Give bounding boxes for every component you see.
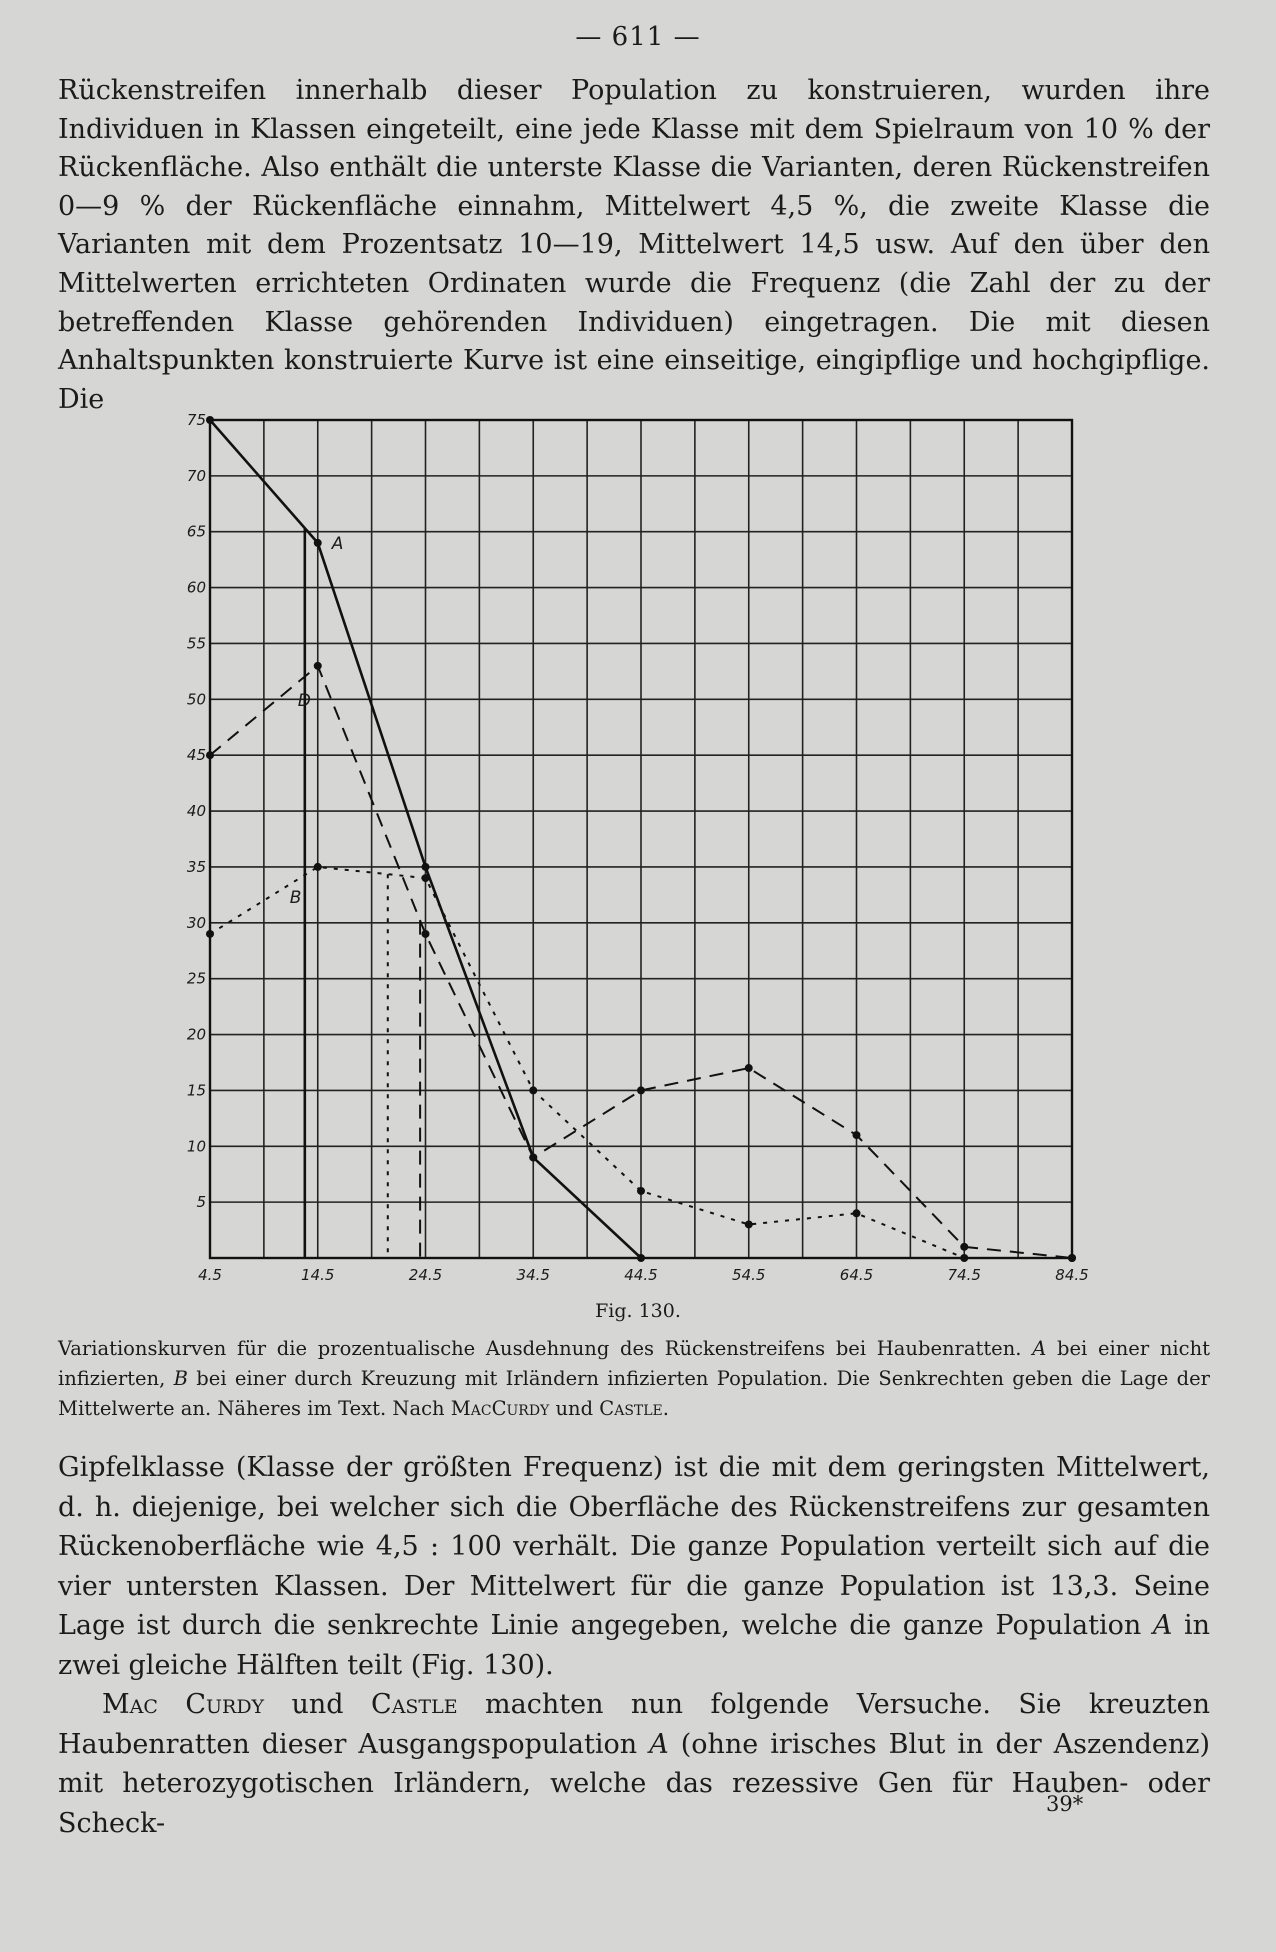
figure-caption [58, 1334, 1210, 1424]
caption-and: und [549, 1397, 600, 1420]
data-point-d [206, 751, 214, 759]
y-tick-label: 65 [186, 522, 206, 541]
data-point-a [206, 416, 214, 424]
paragraph-2-text-1: Gipfelklasse (Klasse der größten Frequenz) ist die mit dem geringsten Mittelwert, d. h. diejenige, bei welcher sich die Oberfläche des Rückenstreifens zur gesamten Rückenoberfläche wie 4,5 : 100 verhält. Die ganze Population verteilt sich auf die vier untersten Klassen. Der Mittelwert für die ganze Population ist 13,3. Seine Lage ist durch die senkrechte Linie angegeben, welche die ganze Population [58, 1452, 1210, 1641]
curve-label-a: A [331, 533, 344, 554]
caption-text-1: Variationskurven für die prozentualische Ausdehnung des Rückenstreifens bei Haubenratten. [58, 1337, 1033, 1360]
data-point-d [637, 1086, 645, 1094]
y-tick-label: 70 [186, 466, 206, 485]
caption-text-2: bei einer nicht infizierten, [58, 1337, 1210, 1390]
data-point-b [206, 930, 214, 938]
caption-text-3: bei einer durch Kreuzung mit Irländern infizierten Population. Die Senkrechten geben die Lage der Mittelwerte an. Näheres im Text. Nach [58, 1367, 1210, 1420]
figure-130 [150, 408, 1110, 1288]
y-tick-label: 25 [186, 969, 206, 988]
y-tick-label: 5 [196, 1193, 206, 1212]
data-point-a [422, 863, 430, 871]
data-point-d [422, 930, 430, 938]
data-point-d [745, 1064, 753, 1072]
x-tick-label: 14.5 [301, 1266, 335, 1284]
data-point-d [529, 1153, 537, 1161]
signature-mark: 39* [1046, 1792, 1084, 1816]
x-tick-label: 4.5 [198, 1266, 222, 1284]
caption-a: A [1032, 1337, 1047, 1360]
paragraph-2-a: A [1152, 1610, 1173, 1641]
y-tick-label: 60 [186, 578, 206, 597]
caption-author-1: MacCurdy [450, 1397, 550, 1420]
paragraph-continued [58, 1448, 1210, 1843]
x-tick-label: 74.5 [947, 1266, 981, 1284]
paragraph-3-text-2: (ohne irisches Blut in der Aszendenz) mit heterozygotischen Irländern, welche das rezessive Gen für Hauben- oder Scheck- [58, 1728, 1210, 1839]
paragraph-3-author-2: Castle [371, 1689, 458, 1720]
y-tick-label: 50 [186, 690, 206, 709]
data-point-b [960, 1254, 968, 1262]
x-tick-label: 64.5 [839, 1266, 874, 1284]
paragraph-3 [58, 1685, 1210, 1843]
paragraph-intro [58, 72, 1210, 419]
y-tick-label: 30 [186, 913, 206, 932]
x-tick-label: 84.5 [1055, 1266, 1089, 1284]
curve-label-d: D [297, 690, 311, 711]
y-tick-label: 35 [186, 857, 206, 876]
data-point-b [853, 1209, 861, 1217]
caption-b: B [173, 1367, 188, 1390]
caption-end: . [662, 1397, 669, 1420]
data-point-d [853, 1131, 861, 1139]
figure-label: Fig. 130. [595, 1300, 681, 1322]
x-tick-label: 54.5 [732, 1266, 766, 1284]
y-tick-label: 40 [186, 802, 206, 821]
curve-label-b: B [289, 887, 302, 908]
x-tick-label: 44.5 [624, 1266, 658, 1284]
data-point-d [960, 1243, 968, 1251]
data-point-b [745, 1220, 753, 1228]
paragraph-1: Rückenstreifen innerhalb dieser Population zu konstruieren, wurden ihre Individuen in Klassen eingeteilt, eine jede Klasse mit dem Spielraum von 10 % der Rückenfläche. Also enthält die unterste Klasse die Varianten, deren Rückenstreifen 0—9 % der Rückenfläche einnahm, Mittelwert 4,5 %, die zweite Klasse die Varianten mit dem Prozentsatz 10—19, Mittelwert 14,5 usw. Auf den über den Mittelwerten errichteten Ordinaten wurde die Frequenz (die Zahl der zu der betreffenden Klasse gehörenden Individuen) eingetragen. Die mit diesen Anhaltspunkten konstruierte Kurve ist eine einseitige, eingipflige und hochgipflige. Die [58, 75, 1210, 415]
data-point-b [422, 874, 430, 882]
y-tick-label: 75 [186, 411, 206, 429]
data-point-d [314, 662, 322, 670]
y-tick-label: 15 [186, 1081, 206, 1100]
y-tick-label: 10 [186, 1137, 206, 1156]
data-point-a [637, 1254, 645, 1262]
caption-author-2: Castle [599, 1397, 663, 1420]
x-tick-label: 24.5 [408, 1266, 443, 1284]
data-point-b [637, 1187, 645, 1195]
page-number: — 611 — [575, 22, 701, 52]
data-point-b [1068, 1254, 1076, 1262]
paragraph-3-a: A [649, 1728, 669, 1760]
paragraph-3-text-1: machten nun folgende Versuche. Sie kreuzten Haubenratten dieser Ausgangspopulation [58, 1689, 1210, 1760]
paragraph-2 [58, 1448, 1210, 1685]
paragraph-3-und: und [264, 1689, 372, 1720]
variation-curve-chart [150, 408, 1110, 1288]
y-tick-label: 55 [186, 634, 206, 653]
y-tick-label: 45 [186, 746, 206, 765]
data-point-b [529, 1086, 537, 1094]
paragraph-3-author-1: Mac Curdy [102, 1689, 265, 1720]
y-tick-label: 20 [186, 1025, 206, 1044]
paragraph-2-text-2: in zwei gleiche Hälften teilt (Fig. 130). [58, 1610, 1210, 1681]
data-point-b [314, 863, 322, 871]
x-tick-label: 34.5 [516, 1266, 550, 1284]
data-point-a [314, 539, 322, 547]
